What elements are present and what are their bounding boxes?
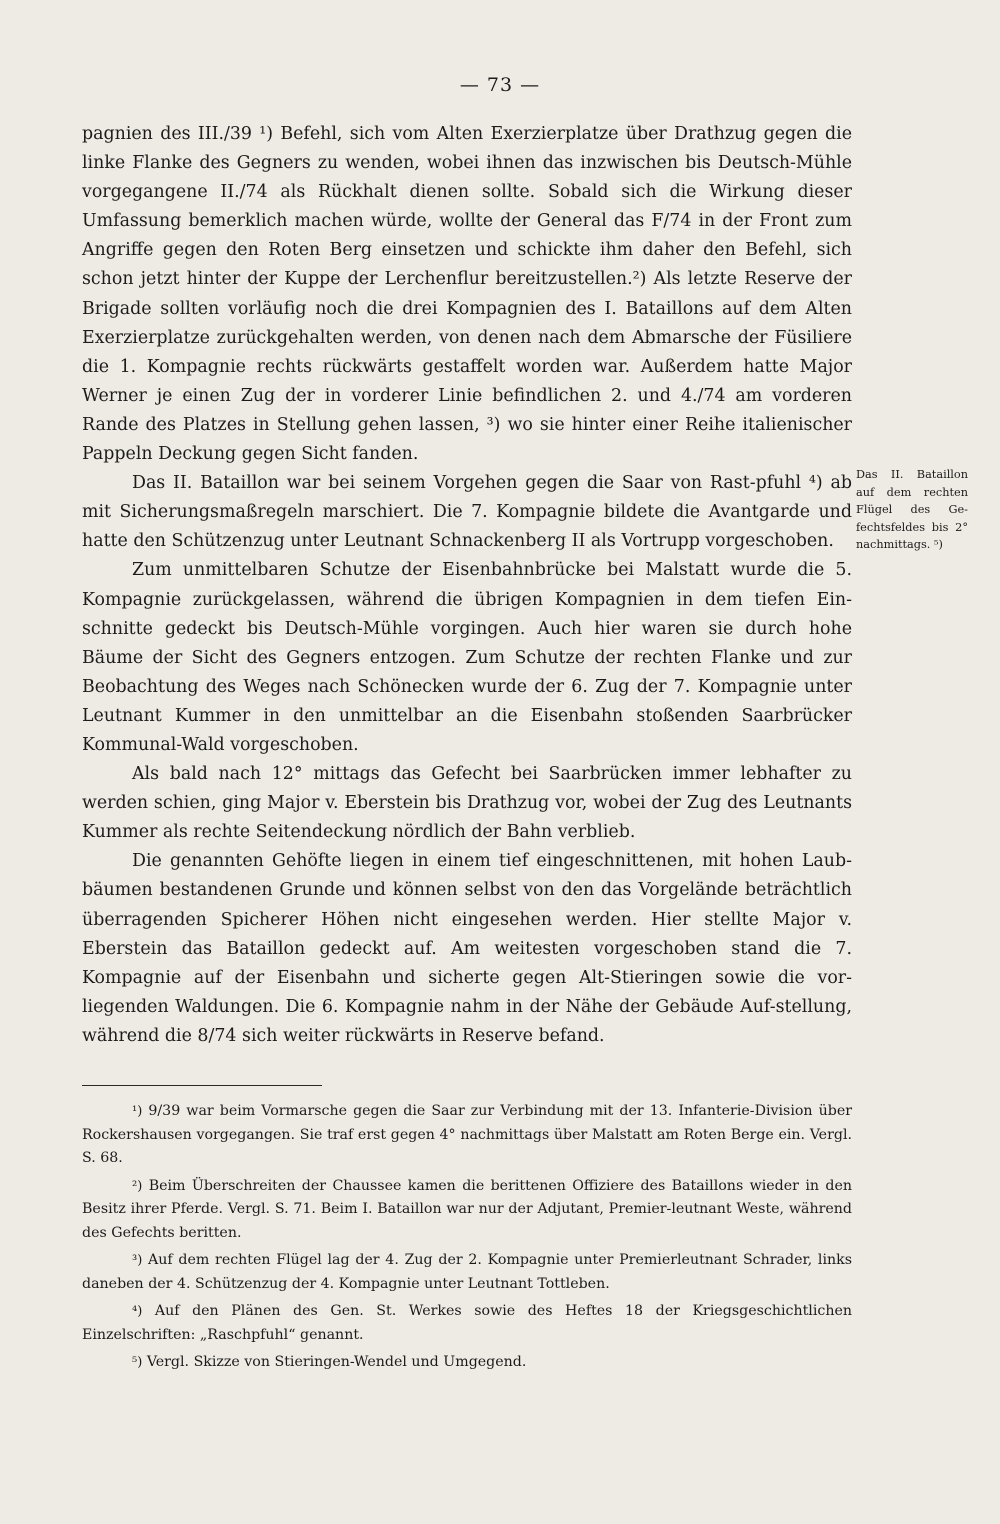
footnote [82, 1249, 852, 1296]
footnote-marker: ¹) [132, 1104, 143, 1119]
footnote-text: Vergl. Skizze von Stieringen-Wendel und Umgegend. [146, 1354, 527, 1370]
footnote-divider [82, 1085, 322, 1086]
footnote [82, 1300, 852, 1347]
paragraph: Das II. Bataillon war bei seinem Vorgehen gegen die Saar von Rast-pfuhl ⁴) ab mit Sicherungsmaßregeln marschiert. Die 7. Kompagnie bildete die Avantgarde und hatte den Schützenzug unter Leutnant Schnackenberg II als Vortrupp vorgeschoben. [82, 473, 852, 552]
footnote [82, 1100, 852, 1171]
footnote-text: Beim Überschreiten der Chaussee kamen die berittenen Offiziere des Bataillons wieder in den Besitz ihrer Pferde. Vergl. S. 71. Beim I. Bataillon war nur der Adjutant, Premier-leutnant Weste, während des Gefechts beritten. [82, 1177, 852, 1241]
page-number: — 73 — [459, 74, 541, 96]
main-text [82, 120, 852, 1051]
footnote-marker: ⁵) [132, 1355, 143, 1370]
paragraph: pagnien des III./39 ¹) Befehl, sich vom Alten Exerzierplatze über Drathzug gegen die linke Flanke des Gegners zu wenden, wobei ihnen das inzwischen bis Deutsch-Mühle vorgegangene II./74 als Rückhalt dienen sollte. Sobald sich die Wirkung dieser Umfassung bemerklich machen würde, wollte der General das F/74 in der Front zum Angriffe gegen den Roten Berg einsetzen und schickte ihm daher den Befehl, sich schon jetzt hinter der Kuppe der Lerchenflur bereitzustellen.²) Als letzte Reserve der Brigade sollten vorläufig noch die drei Kompagnien des I. Bataillons auf dem Alten Exerzierplatze zurückgehalten werden, von denen nach dem Abmarsche der Füsiliere die 1. Kompagnie rechts rückwärts gestaffelt worden war. Außerdem hatte Major Werner je einen Zug der in vorderer Linie befindlichen 2. und 4./74 am vorderen Rande des Platzes in Stellung gehen lassen, ³) wo sie hinter einer Reihe italienischer Pappeln Deckung gegen Sicht fanden. [82, 124, 852, 465]
footnote-marker: ⁴) [132, 1304, 143, 1319]
paragraph: Zum unmittelbaren Schutze der Eisenbahnbrücke bei Malstatt wurde die 5. Kompagnie zurückgelassen, während die übrigen Kompagnien in dem tiefen Ein-schnitte gedeckt bis Deutsch-Mühle vorgingen. Auch hier waren sie durch hohe Bäume der Sicht des Gegners entzogen. Zum Schutze der rechten Flanke und zur Beobachtung des Weges nach Schönecken wurde der 6. Zug der 7. Kompagnie unter Leutnant Kummer in den unmittelbar an die Eisenbahn stoßenden Saarbrücker Kommunal-Wald vorgeschoben. [82, 560, 852, 755]
footnotes [82, 1100, 852, 1379]
footnote-marker: ²) [132, 1178, 143, 1194]
marginal-note: Das II. Bataillon auf dem rechten Flügel des Ge-fechtsfeldes bis 2° nachmittags. ⁵) [856, 468, 968, 551]
footnote-text: Auf dem rechten Flügel lag der 4. Zug der 2. Kompagnie unter Premierleutnant Schrader, links daneben der 4. Schützenzug der 4. Kompagnie unter Leutnant Tottleben. [82, 1252, 853, 1292]
footnote-text: Auf den Plänen des Gen. St. Werkes sowie des Heftes 18 der Kriegsgeschichtlichen Einzelschriften: „Raschpfuhl“ genannt. [82, 1303, 852, 1343]
paragraph: Die genannten Gehöfte liegen in einem tief eingeschnittenen, mit hohen Laub-bäumen bestandenen Grunde und können selbst von den das Vorgelände beträchtlich überragenden Spicherer Höhen nicht eingesehen werden. Hier stellte Major v. Eberstein das Bataillon gedeckt auf. Am weitesten vorgeschoben stand die 7. Kompagnie auf der Eisenbahn und sicherte gegen Alt-Stieringen sowie die vor-liegenden Waldungen. Die 6. Kompagnie nahm in der Nähe der Gebäude Auf-stellung, während die 8/74 sich weiter rückwärts in Reserve befand. [82, 851, 852, 1046]
footnote-marker: ³) [132, 1253, 143, 1268]
paragraph: Als bald nach 12° mittags das Gefecht bei Saarbrücken immer lebhafter zu werden schien, ging Major v. Eberstein bis Drathzug vor, wobei der Zug des Leutnants Kummer als rechte Seitendeckung nördlich der Bahn verblieb. [82, 764, 852, 843]
footnote-text: 9/39 war beim Vormarsche gegen die Saar zur Verbindung mit der 13. Infanterie-Division über Rockershausen vorgegangen. Sie traf erst gegen 4° nachmittags über Malstatt am Roten Berge ein. Vergl. S. 68. [82, 1103, 852, 1166]
footnote [82, 1175, 852, 1246]
footnote [82, 1351, 852, 1375]
